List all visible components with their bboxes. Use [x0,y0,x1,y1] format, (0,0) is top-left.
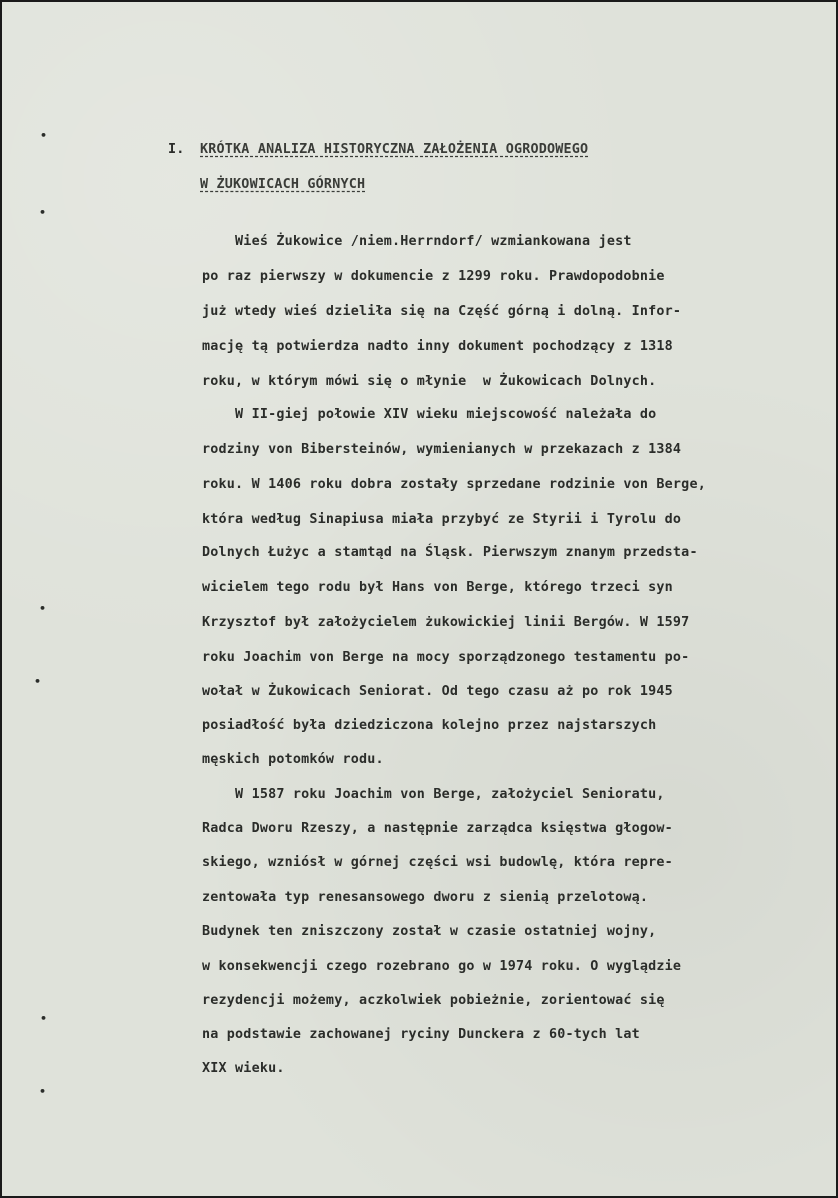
text-line: rodziny von Bibersteinów, wymienianych w przekazach z 1384 [202,442,682,457]
text-line: w konsekwencji czego rozebrano go w 1974 roku. O wyglądzie [202,959,682,974]
text-line: zentowała typ renesansowego dworu z sienią przelotową. [202,890,649,905]
text-line: Wieś Żukowice /niem.Herrndorf/ wzmiankowana jest [202,234,632,249]
section-heading-line-1: KRÓTKA ANALIZA HISTORYCZNA ZAŁOŻENIA OGRODOWEGO [200,142,589,157]
text-line: która według Sinapiusa miała przybyć ze Styrii i Tyrolu do [202,512,682,527]
binder-hole-mark: • [39,1085,47,1098]
text-line: męskich potomków rodu. [202,752,384,767]
text-line: Budynek ten zniszczony został w czasie ostatniej wojny, [202,924,657,939]
text-line: po raz pierwszy w dokumencie z 1299 roku. Prawdopodobnie [202,269,665,284]
text-line: posiadłość była dziedziczona kolejno przez najstarszych [202,718,657,733]
section-number: I. [168,142,185,157]
text-line: Radca Dworu Rzeszy, a następnie zarządca księstwa głogow- [202,821,673,836]
text-line: wicielem tego rodu był Hans von Berge, którego trzeci syn [202,580,673,595]
text-line: skiego, wzniósł w górnej części wsi budowlę, która repre- [202,855,673,870]
binder-hole-mark: • [40,129,48,142]
text-line: Dolnych Łużyc a stamtąd na Śląsk. Pierwszym znanym przedsta- [202,545,698,560]
text-line: W II-giej połowie XIV wieku miejscowość należała do [202,407,657,422]
text-line: XIX wieku. [202,1061,285,1076]
text-line: już wtedy wieś dzieliła się na Część górną i dolną. Infor- [202,304,682,319]
section-heading-line-2: W ŻUKOWICACH GÓRNYCH [200,177,366,192]
text-line: W 1587 roku Joachim von Berge, założyciel Senioratu, [202,787,665,802]
text-line: roku Joachim von Berge na mocy sporządzonego testamentu po- [202,650,690,665]
text-line: roku, w którym mówi się o młynie w Żukowicach Dolnych. [202,374,657,389]
text-line: mację tą potwierdza nadto inny dokument pochodzący z 1318 [202,339,673,354]
document-page [2,2,836,1196]
text-line: roku. W 1406 roku dobra zostały sprzedane rodzinie von Berge, [202,477,706,492]
binder-hole-mark: • [39,206,47,219]
text-line: rezydencji możemy, aczkolwiek pobieżnie, zorientować się [202,993,665,1008]
binder-hole-mark: • [34,675,42,688]
binder-hole-mark: • [40,1012,48,1025]
binder-hole-mark: • [39,602,47,615]
text-line: Krzysztof był założycielem żukowickiej linii Bergów. W 1597 [202,615,690,630]
text-line: wołał w Żukowicach Seniorat. Od tego czasu aż po rok 1945 [202,684,673,699]
text-line: na podstawie zachowanej ryciny Dunckera z 60-tych lat [202,1027,640,1042]
